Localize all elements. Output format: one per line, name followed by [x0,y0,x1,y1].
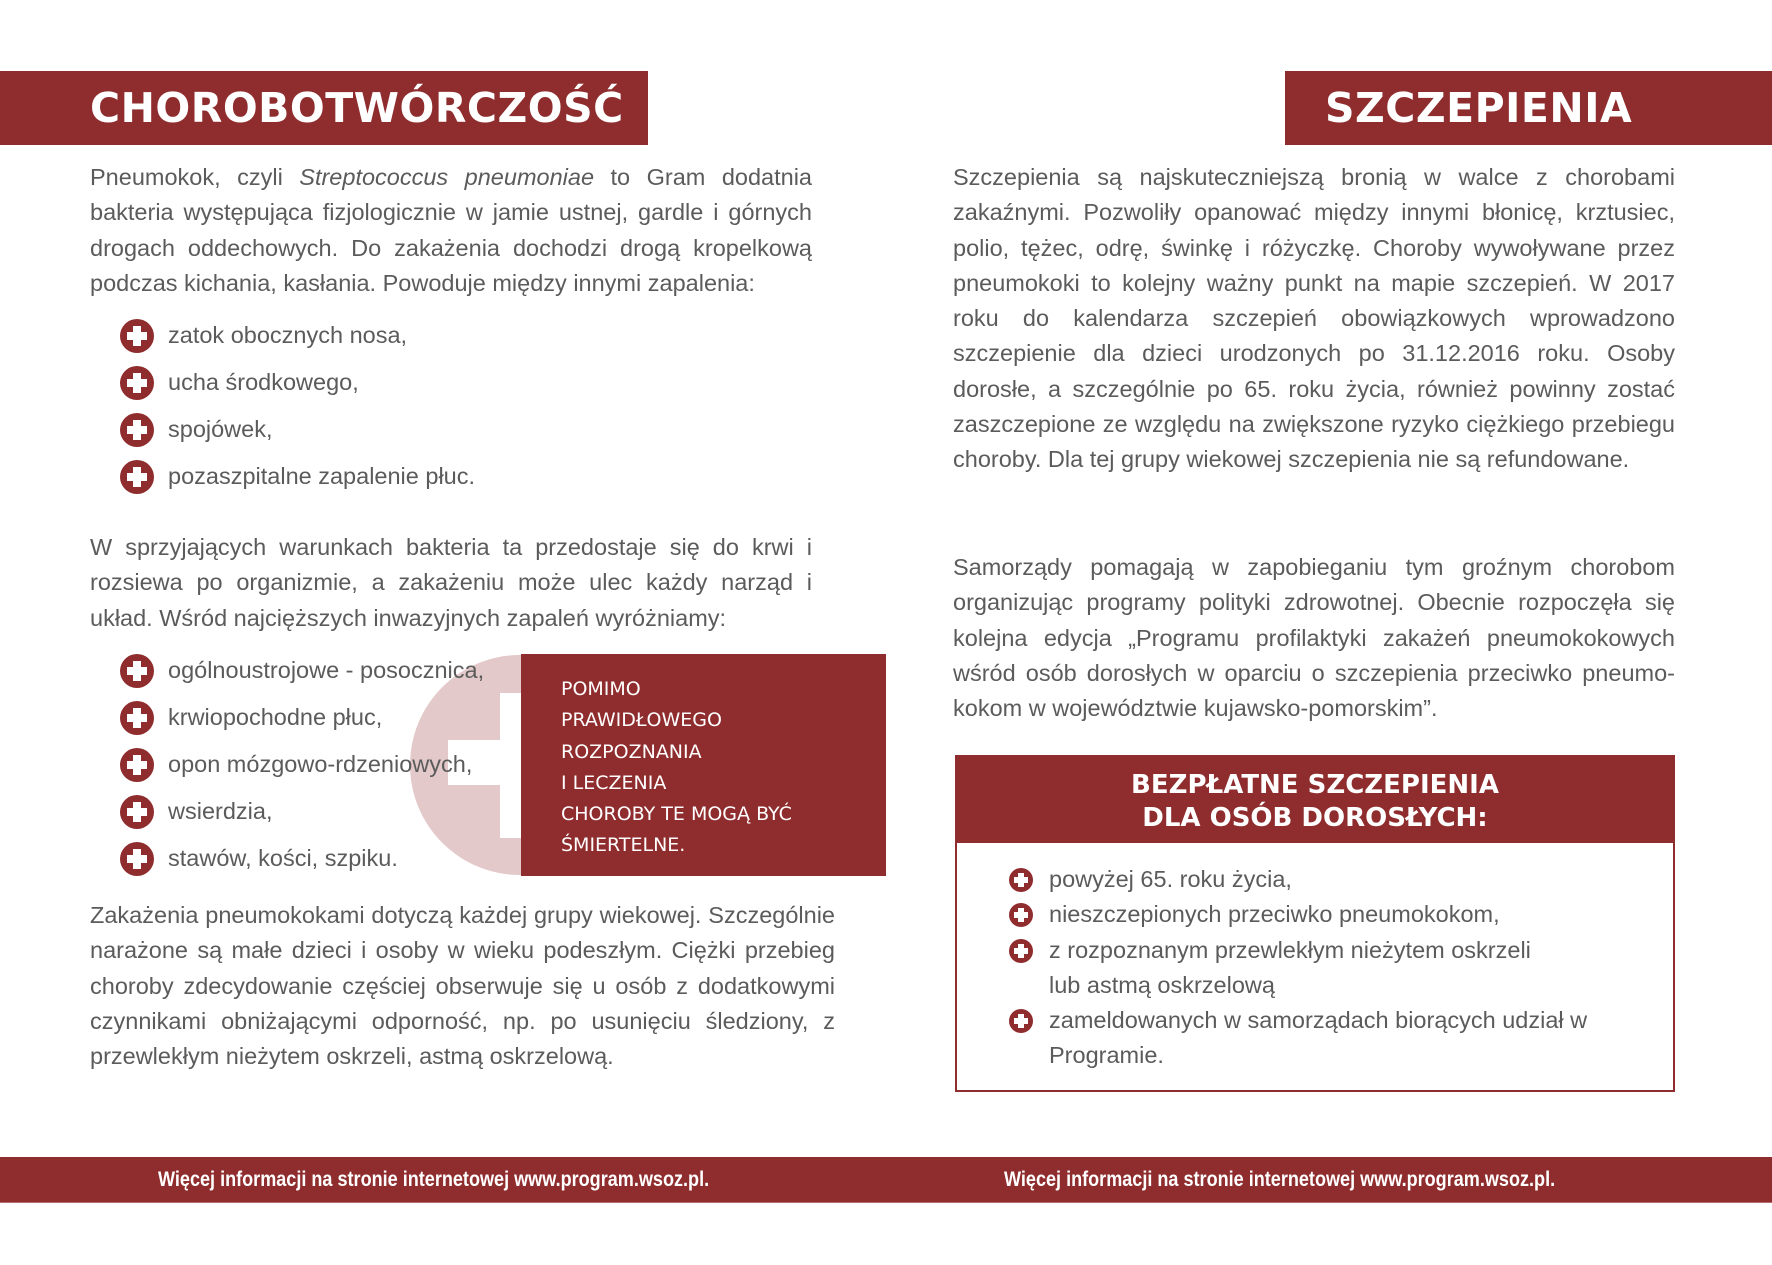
callout-line: PRAWIDŁOWEGO [561,709,722,732]
list-item-text: powyżej 65. roku życia, [1049,866,1292,892]
free-box-title-line: BEZPŁATNE SZCZEPIENIA [1131,770,1499,800]
plus-circle-icon [1009,903,1033,927]
list-item [120,788,484,835]
list-item [120,647,484,694]
inflammations-list [120,312,475,500]
plus-circle-icon [120,366,154,400]
list-item [1009,1003,1589,1074]
list-item-text: nieszczepionych przeciwko pneumokokom, [1049,901,1500,928]
list-item-text: stawów, kości, szpiku. [168,845,398,871]
section-title-text: CHOROBOTWÓRCZOŚĆ [90,84,624,132]
list-item-text: zatok obocznych nosa, [168,322,408,348]
list-item [120,741,484,788]
list-item [120,835,484,882]
intro-species-name: Streptococcus pneumoniae [299,164,595,190]
callout-line: ROZPOZNANIA [561,740,702,763]
list-item [120,312,475,359]
program-paragraph: Samorządy pomagają w zapobieganiu tym groźnym chorobom organizując programy polityki zdrowotnej. Obecnie rozpoczęła się kolejna edycja „Programu profilaktyki zakażeń pneumokokowych wśród osób dorosłych w oparciu o szczepienia przeciwko pneumo-kokom w województwie kujawsko-pomorskim”. [953,554,1675,722]
footer-bar [0,1157,1772,1203]
callout-line: POMIMO [561,678,641,700]
intro-text-1: Pneumokok, czyli [90,164,300,190]
list-item-text: wsierdzia, [168,798,273,824]
plus-circle-icon [120,748,154,782]
warning-callout [521,654,886,876]
list-item [120,359,475,406]
section-title-chorobotworczosc [0,71,648,145]
section-title-szczepienia [1285,71,1772,145]
list-item-text: krwiopochodne płuc, [168,704,383,730]
callout-line: CHOROBY TE MOGĄ BYĆ [561,803,792,826]
list-item-text: ogólnoustrojowe - posocznica, [168,657,485,683]
footer-info-right: Więcej informacji na stronie internetowej www.program.wsoz.pl. [1004,1168,1556,1191]
plus-circle-icon [120,460,154,494]
intro-paragraph [90,160,812,301]
callout-line: I LECZENIA [561,771,667,794]
invasive-list [120,647,484,882]
list-item-text: spojówek, [168,416,273,442]
free-box-title-line: DLA OSÓB DOROSŁYCH: [1142,803,1488,833]
list-item-text: zameldowanych w samorządach biorących udział w Programie. [1049,1007,1588,1069]
list-item-text: pozaszpitalne zapalenie płuc. [168,463,476,489]
list-item [1009,862,1589,897]
plus-circle-icon [1009,939,1033,963]
callout-line: ŚMIERTELNE. [561,834,686,857]
free-box-header [957,757,1673,843]
invasive-paragraph: W sprzyjających warunkach bakteria ta przedostaje się do krwi i rozsiewa po organizmie, a zakażeniu może ulec każdy narząd i układ. Wśród najcięższych inwazyjnych zapaleń wyróżniamy: [90,534,812,631]
vaccination-paragraph: Szczepienia są najskuteczniejszą bronią w walce z chorobami zakaźnymi. Pozwoliły opanować między innymi błonicę, krztusiec, polio, tężec, odrę, świnkę i różyczkę. Choroby wywoływane przez pneumokoki to kolejny ważny punkt na mapie szczepień. W 2017 roku do kalendarza szczepień obowiązkowych wprowadzono szczepienie dla dzieci urodzonych po 31.12.2016 roku. Osoby dorosłe, a szczególnie po 65. roku życia, również powinny zostać zaszczepione ze względu na zwiększone ryzyko ciężkiego przebiegu choroby. Dla tej grupy wiekowej szczepienia nie są refundowane. [953,164,1675,473]
list-item-text: z rozpoznanym przewlekłym nieżytem oskrzeli lub astmą oskrzelową [1049,936,1531,998]
free-vaccination-box [955,755,1675,1092]
intro-text-2: to Gram dodatnia bakteria występująca fizjologicznie w jamie ustnej, gardle i górnych drogach oddechowych. Do zakażenia dochodzi drogą kropelkową podczas kichania, kasłania. Powoduje między innymi zapalenia: [90,164,812,296]
plus-circle-icon [120,654,154,688]
list-item-text: ucha środkowego, [168,369,359,395]
list-item [120,406,475,453]
plus-circle-icon [120,413,154,447]
eligibility-list [1009,862,1589,1074]
list-item [120,453,475,500]
plus-circle-icon [120,319,154,353]
footer-info-left: Więcej informacji na stronie internetowej www.program.wsoz.pl. [158,1168,710,1191]
list-item [120,694,484,741]
section-title-text: SZCZEPIENIA [1325,84,1633,132]
plus-circle-icon [120,795,154,829]
plus-circle-icon [1009,1009,1033,1033]
plus-circle-icon [120,842,154,876]
list-item [1009,897,1589,932]
list-item-text: opon mózgowo-rdzeniowych, [168,751,473,777]
plus-circle-icon [120,701,154,735]
plus-circle-icon [1009,868,1033,892]
list-item [1009,933,1549,1004]
age-groups-paragraph: Zakażenia pneumokokami dotyczą każdej grupy wiekowej. Szczególnie narażone są małe dzieci i osoby w wieku podeszłym. Ciężki przebieg choroby zdecydowanie częściej obserwuje się u osób z dodatkowymi czynnikami obniżającymi odporność, np. po usunięciu śledziony, z przewlekłym nieżytem oskrzeli, astmą oskrzelową. [90,902,835,1070]
